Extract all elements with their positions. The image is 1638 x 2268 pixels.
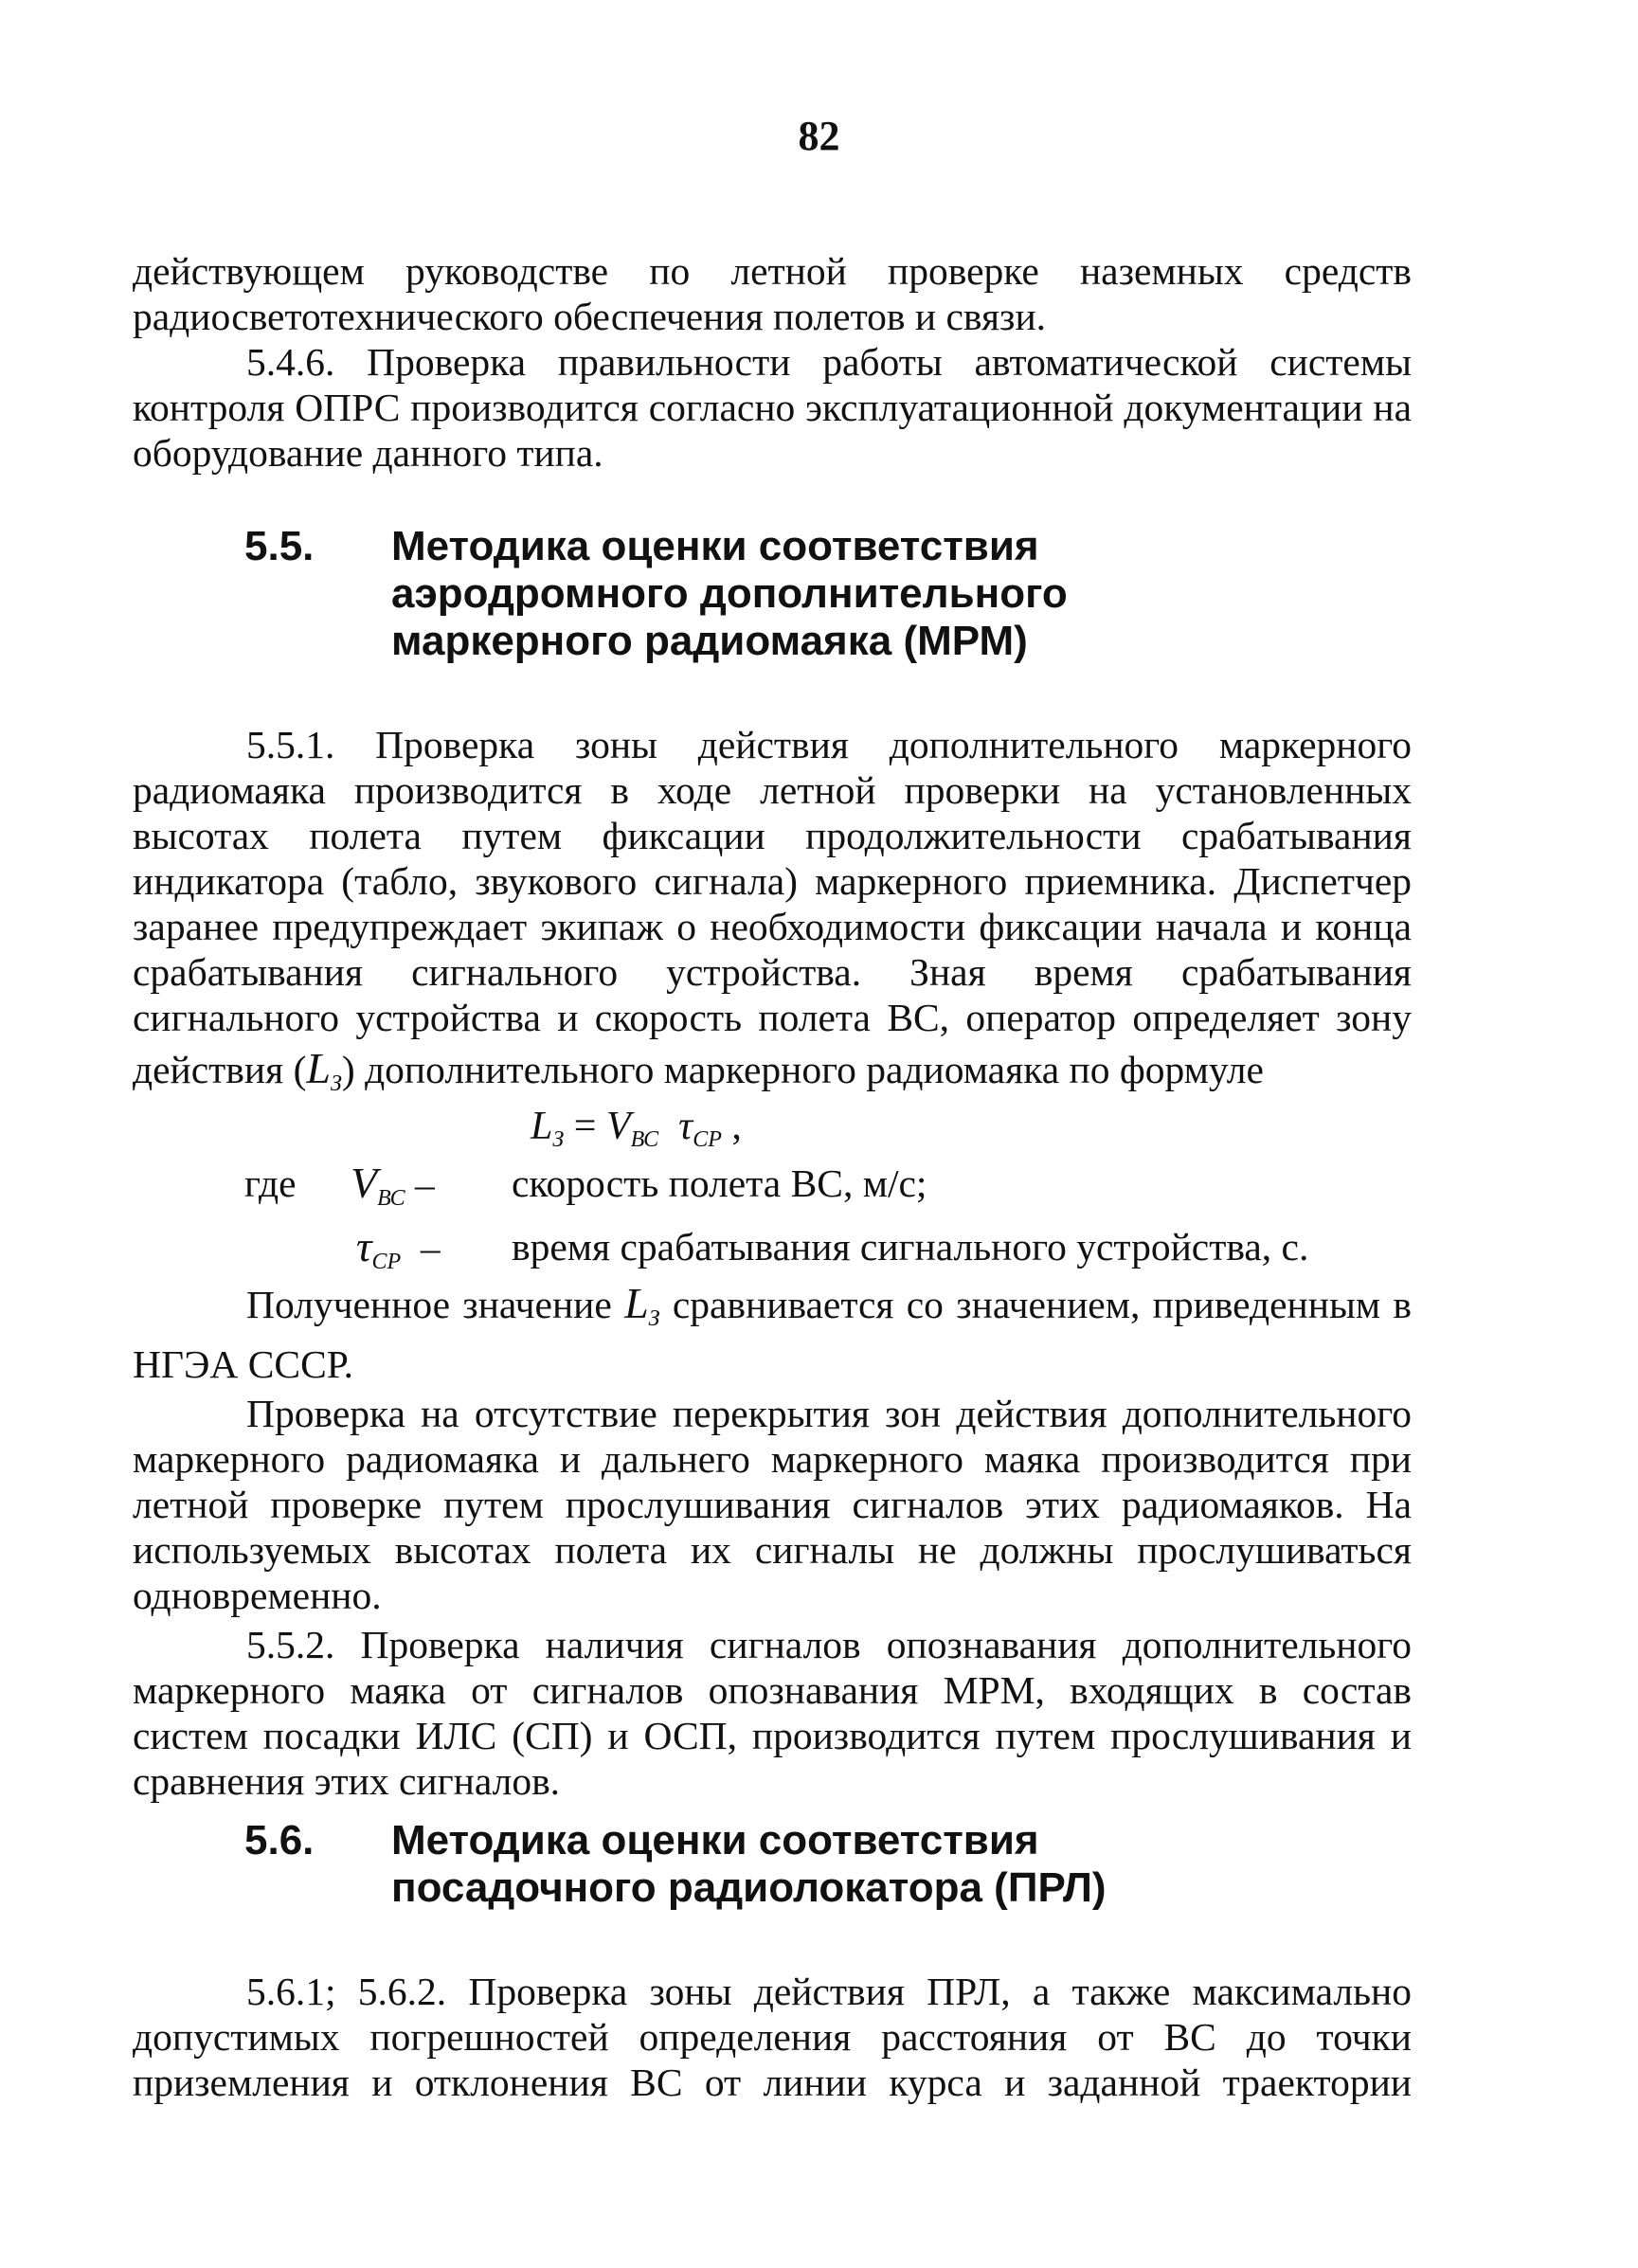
paragraph-561: 5.6.1; 5.6.2. Проверка зоны действия ПРЛ, а также максимально допустимых погрешностей определения расстояния от ВС до точки приземления и отклонения ВС от линии курса и заданной траектории: [133, 1970, 1412, 2104]
heading-line: Методика оценки соответствия: [391, 523, 1039, 569]
legend-velocity-text: скорость полета ВС, м/с;: [512, 1161, 927, 1205]
paragraph-551-end: действия $(L_З)$ дополнительного маркерного радиомаяка по формуле: [133, 1044, 1264, 1096]
heading-line: Методика оценки соответствия: [391, 1817, 1039, 1863]
document-page: 82 действующем руководстве по летной проверке наземных средств радиосветотехнического обеспечения полетов и связи. 5.4.6. Проверка правильности работы автоматической системы контроля ОПРС производится согласно эксплуатационной документации на оборудование данного типа. 5.5. Методика оценки соответствия аэродромного дополнительного маркерного радиомаяка (МРМ) 5.5.1. Проверка зоны действия дополнительного маркерного радиомаяка производится в ходе летной проверки на установленных высотах полета путем фиксации продолжительности срабатывания индикатора (табло, звукового сигнала) маркерного приемника. Диспетчер заранее предупреждает экипаж о необходимости фиксации начала и конца срабатывания сигнального устройства. Зная время срабатывания сигнального устройства и скорость полета ВС, оператор определяет зону действия $(L_З)$ дополнительного маркерного радиомаяка по формуле $L_З = V_{ВС}$ $\tau_{СР}$ , где $V_{ВС}$ – скорость полета ВС, м/с; $\tau_{СР}$ – время срабатывания сигнального устройства, с. Полученное значение $L_З$ сравнивается со значением, приведенным в НГЭА СССР. Проверка на отсутствие перекрытия зон действия дополнительного маркерного радиомаяка и дальнего маркерного маяка производится при летной проверке путем прослушивания сигналов этих радиомаяков. На используемых высотах полета их сигналы не должны прослушиваться одновременно. 5.5.2. Проверка наличия сигналов опознавания дополнительного маркерного маяка от сигналов опознавания МРМ, входящих в состав систем посадки ИЛС (СП) и ОСП, производится путем прослушивания и сравнения этих сигналов. 5.6. Методика оценки соответствия посадочного радиолокатора (ПРЛ) 5.6.1; 5.6.2. Проверка зоны действия ПРЛ, а также максимально допустимых погрешностей определения расстояния от ВС до точки приземления и отклонения ВС от линии курса и заданной траектории: [0, 0, 1638, 2268]
section-number: 5.5.: [244, 523, 315, 569]
page-number: 82: [798, 113, 840, 159]
legend-where: где: [244, 1161, 297, 1205]
formula-tau: τ: [678, 1105, 693, 1148]
top-text-block: [133, 248, 1412, 476]
paragraph-result: Полученное значение $L_З$ сравнивается со значением, приведенным в НГЭА СССР.: [133, 1279, 1412, 1386]
section-5-5-text: [133, 722, 1412, 1107]
legend-row-velocity: где $V_{ВС}$ – скорость полета ВС, м/с;: [244, 1159, 927, 1211]
paragraph-546: 5.4.6. Проверка правильности работы автоматической системы контроля ОПРС производится согласно эксплуатационной документации на оборудование данного типа.: [133, 340, 1412, 475]
formula-velocity: V: [605, 1105, 631, 1148]
section-5-6-text: [133, 1969, 1412, 2105]
formula: $L_З = V_{ВС}$ $\tau_{СР}$ ,: [531, 1105, 742, 1152]
paragraph-overlap: Проверка на отсутствие перекрытия зон действия дополнительного маркерного радиомаяка и дальнего маркерного маяка производится при летной проверке путем прослушивания сигналов этих радиомаяков. На используемых высотах полета их сигналы не должны прослушиваться одновременно.: [133, 1392, 1412, 1617]
heading-line: аэродромного дополнительного: [391, 570, 1068, 617]
paragraph-551: 5.5.1. Проверка зоны действия дополнительного маркерного радиомаяка производится в ходе летной проверки на установленных высотах полета путем фиксации продолжительности срабатывания индикатора (табло, звукового сигнала) маркерного приемника. Диспетчер заранее предупреждает экипаж о необходимости фиксации начала и конца срабатывания сигнального устройства. Зная время срабатывания сигнального устройства и скорость полета ВС, оператор определяет зону: [133, 723, 1412, 1039]
formula-lhs: L: [531, 1105, 553, 1148]
heading-line: маркерного радиомаяка (МРМ): [391, 618, 1028, 664]
section-number: 5.6.: [244, 1817, 315, 1863]
paragraph-continuation: действующем руководстве по летной проверке наземных средств радиосветотехнического обеспечения полетов и связи.: [133, 249, 1412, 338]
paragraph-552: 5.5.2. Проверка наличия сигналов опознавания дополнительного маркерного маяка от сигналов опознавания МРМ, входящих в состав систем посадки ИЛС (СП) и ОСП, производится путем прослушивания и сравнения этих сигналов.: [133, 1623, 1412, 1803]
heading-line: посадочного радиолокатора (ПРЛ): [391, 1864, 1107, 1911]
result-text-block: [133, 1281, 1412, 1804]
legend-tau-text: время срабатывания сигнального устройства, с.: [512, 1225, 1309, 1269]
